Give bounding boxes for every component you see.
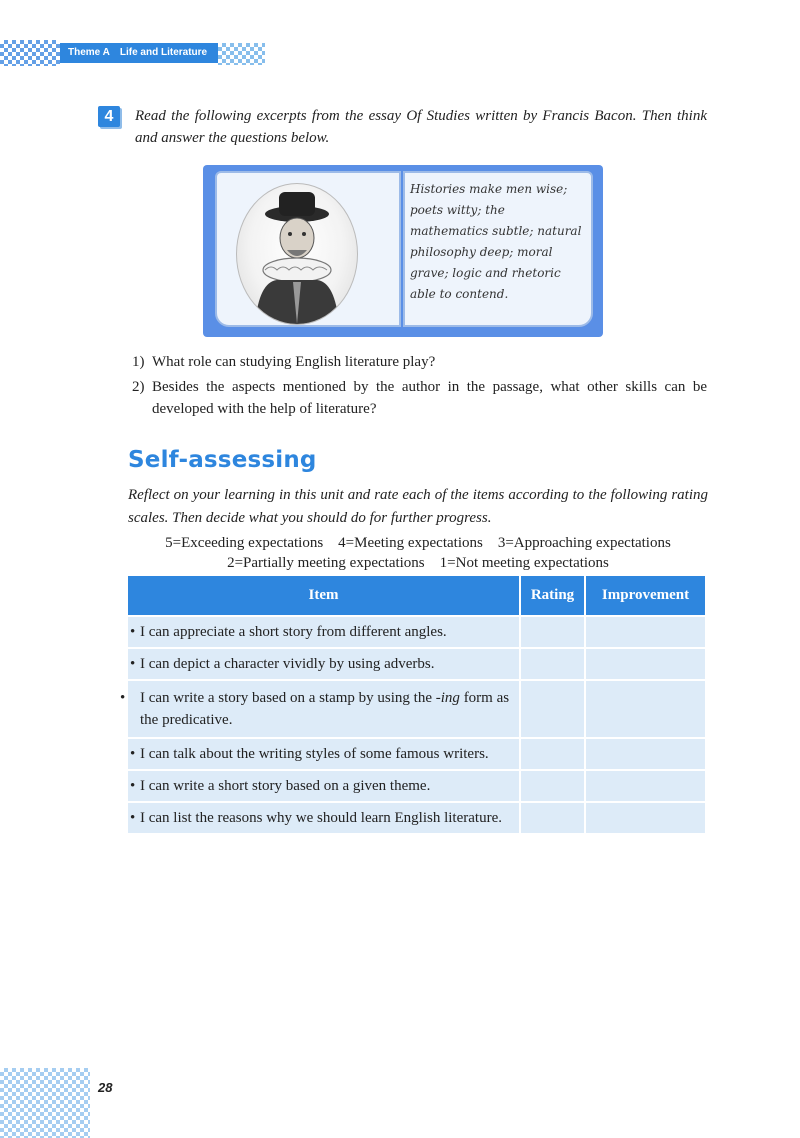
bullet: •	[120, 690, 126, 706]
improvement-cell[interactable]	[585, 648, 705, 680]
item-cell	[120, 680, 520, 738]
item-cell	[128, 802, 520, 833]
rating-scale-line-2: 2=Partially meeting expectations 1=Not meeting expectations	[227, 555, 609, 571]
page-number: 28	[98, 1080, 113, 1095]
pixel-pattern-decoration-footer	[0, 1068, 90, 1138]
rating-cell[interactable]	[520, 616, 585, 648]
question-2	[132, 376, 707, 420]
item-cell	[128, 770, 520, 802]
item-text: I can write a story based on a stamp by using the	[140, 690, 436, 706]
item-text-end: form as the predicative.	[140, 690, 510, 728]
question-text: What role can studying English literature play?	[152, 354, 436, 370]
column-header-improvement: Improvement	[585, 576, 705, 616]
table-row	[128, 680, 705, 738]
table-row	[128, 770, 705, 802]
improvement-cell[interactable]	[585, 616, 705, 648]
bullet: •	[130, 656, 136, 672]
bacon-portrait-drawing	[237, 184, 357, 324]
bullet: •	[130, 810, 136, 826]
table-row	[128, 738, 705, 770]
theme-title: Life and Literature	[119, 47, 208, 58]
activity-number-badge: 4	[98, 106, 120, 127]
bullet: •	[130, 778, 136, 794]
rating-cell[interactable]	[520, 648, 585, 680]
table-row	[128, 802, 705, 833]
column-header-item: Item	[128, 576, 520, 616]
section-title: Self-assessing	[128, 447, 317, 473]
self-assessment-table	[120, 576, 705, 833]
question-text: Besides the aspects mentioned by the author in the passage, what other skills can be developed with the help of literature?	[152, 379, 707, 417]
theme-label: Theme A	[68, 47, 110, 58]
question-number: 2)	[132, 379, 145, 395]
item-text: I can talk about the writing styles of some famous writers.	[140, 746, 489, 762]
section-intro: Reflect on your learning in this unit and rate each of the items according to the following rating scales. Then decide what you should do for further progress.	[128, 487, 708, 526]
item-text: I can write a short story based on a given theme.	[140, 778, 431, 794]
column-header-rating: Rating	[520, 576, 585, 616]
pixel-pattern-decoration-right	[218, 43, 265, 65]
rating-cell[interactable]	[520, 802, 585, 833]
rating-cell[interactable]	[520, 680, 585, 738]
bacon-quote: Histories make men wise; poets witty; the mathematics subtle; natural philosophy deep; moral grave; logic and rhetoric able to contend.	[410, 182, 582, 301]
item-text: I can appreciate a short story from different angles.	[140, 624, 447, 640]
item-cell	[128, 738, 520, 770]
rating-cell[interactable]	[520, 738, 585, 770]
improvement-cell[interactable]	[585, 738, 705, 770]
page-header	[0, 40, 265, 68]
improvement-cell[interactable]	[585, 802, 705, 833]
question-1	[132, 351, 707, 373]
item-cell	[128, 616, 520, 648]
bullet: •	[130, 624, 136, 640]
pixel-pattern-decoration	[0, 40, 60, 66]
item-cell	[128, 648, 520, 680]
table-row	[128, 616, 705, 648]
question-number: 1)	[132, 354, 145, 370]
bullet: •	[130, 746, 136, 762]
portrait-image	[236, 183, 358, 325]
table-row	[128, 648, 705, 680]
open-book-illustration	[203, 165, 603, 337]
improvement-cell[interactable]	[585, 680, 705, 738]
activity-instructions: Read the following excerpts from the essay Of Studies written by Francis Bacon. Then think and answer the questions below.	[135, 108, 707, 146]
rating-scale-line-1: 5=Exceeding expectations 4=Meeting expectations 3=Approaching expectations	[165, 535, 671, 551]
theme-banner	[60, 43, 218, 63]
item-text-emphasis: -ing	[435, 690, 460, 706]
improvement-cell[interactable]	[585, 770, 705, 802]
table-header-row	[128, 576, 705, 616]
rating-cell[interactable]	[520, 770, 585, 802]
item-text: I can depict a character vividly by using adverbs.	[140, 656, 435, 672]
item-text: I can list the reasons why we should learn English literature.	[140, 810, 502, 826]
